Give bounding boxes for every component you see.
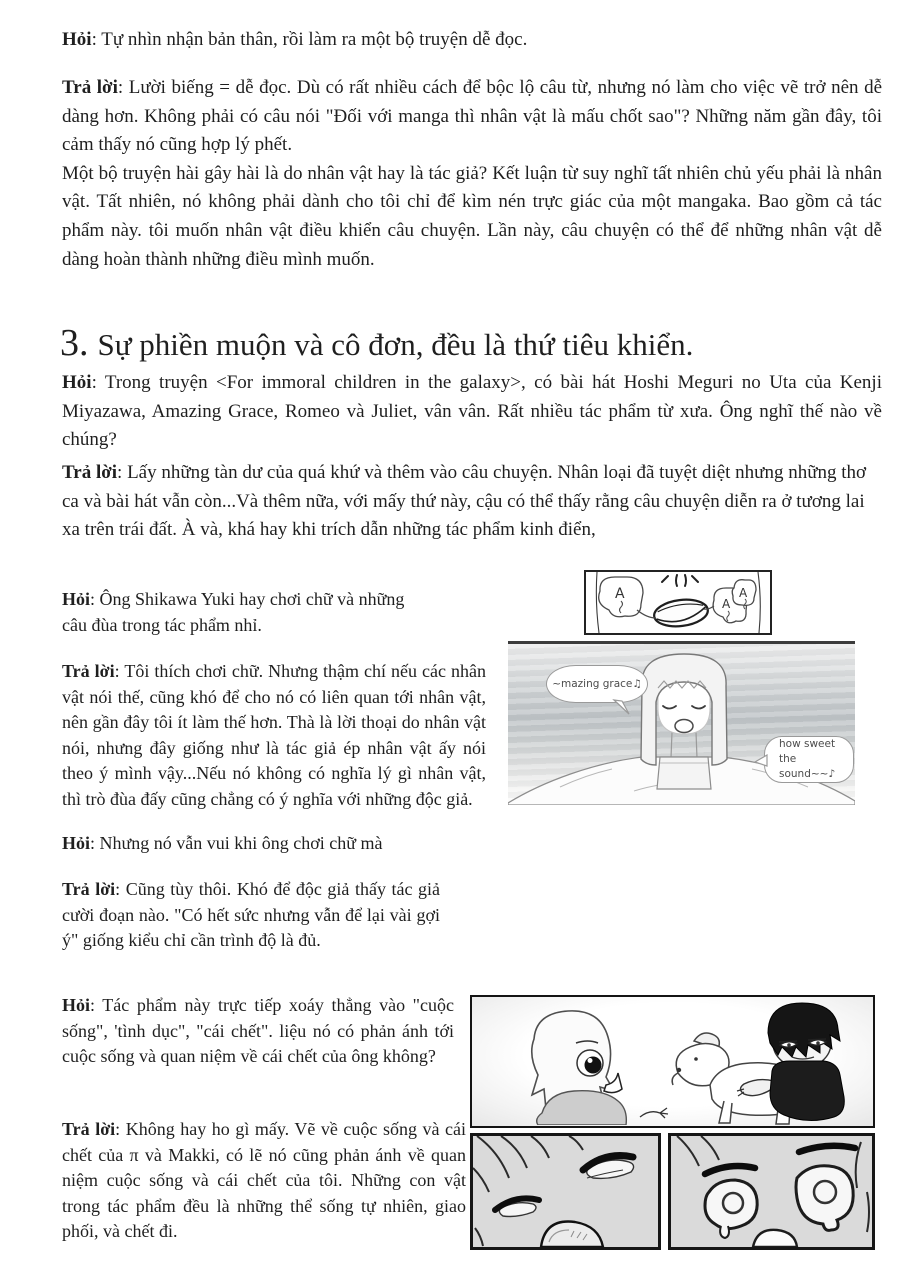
- eyebrow-left-icon: [705, 1166, 755, 1174]
- manga-panel-singing-girl: [508, 641, 855, 805]
- eyebrow-right-icon: [799, 1146, 855, 1152]
- bubble-text: ~mazing grace♫: [552, 678, 642, 690]
- answer-label: Trả lời: [62, 1119, 116, 1139]
- answer-label: Trả lời: [62, 77, 118, 98]
- answer-5-text: Không hay ho gì mấy. Vẽ về cuộc sống và cái chết của π và Makki, có lẽ nó cũng phản ánh về quan niệm cuộc sống và cái chết của tôi. Những con vật trong tác phẩm đều là những thể sống tự nhiên, giao phối, và chết đi.: [62, 1119, 466, 1241]
- question-block-4: [62, 831, 486, 857]
- question-block-1: [62, 26, 822, 55]
- label-separator: :: [114, 661, 125, 681]
- question-3-paragraph: [62, 587, 414, 638]
- vocal-a-mid: A: [722, 597, 731, 611]
- manga-panel-teary-face: [668, 1133, 875, 1250]
- question-block-5: [62, 993, 454, 1070]
- label-separator: :: [115, 879, 126, 899]
- teary-face-illustration: [671, 1136, 872, 1247]
- answer-1-paragraph-2: [62, 160, 882, 274]
- question-label: Hỏi: [62, 372, 92, 393]
- manga-panel-squint-face: [470, 1133, 661, 1250]
- speech-bubble-how-sweet: [764, 736, 854, 783]
- speech-bubble-amazing-grace: [546, 665, 648, 703]
- teary-eye-right-icon: [796, 1166, 853, 1231]
- manga-panel-vocal-closeup: [584, 570, 772, 635]
- answer-block-1: [62, 74, 882, 274]
- answer-label: Trả lời: [62, 661, 115, 681]
- answer-4-paragraph: [62, 877, 440, 954]
- question-4-text: Nhưng nó vẫn vui khi ông chơi chữ mà: [99, 833, 383, 853]
- open-mouth-icon: [541, 1222, 603, 1247]
- section-heading: [60, 321, 880, 365]
- question-3-text: Ông Shikawa Yuki hay chơi chữ và những câu đùa trong tác phẩm nhỉ.: [62, 589, 405, 635]
- label-separator: :: [91, 372, 105, 393]
- speech-bubble-a-right: [704, 580, 756, 623]
- open-mouth-icon: [653, 597, 710, 629]
- label-separator: :: [115, 1119, 126, 1139]
- answer-2-text: Lấy những tàn dư của quá khứ và thêm vào câu chuyện. Nhân loại đã tuyệt diệt nhưng những thơ ca và bài hát vẫn còn...Và thêm nữa, với mấy thứ này, cậu có thể thấy rằng câu chuyện diễn ra ở tương lai xa trên trái đất. À và, khá hay khi trích dẫn những tác phẩm kinh điển,: [62, 462, 867, 541]
- question-1-text: Tự nhìn nhận bản thân, rồi làm ra một bộ truyện dễ đọc.: [101, 29, 528, 50]
- section-number: 3.: [60, 322, 89, 365]
- open-mouth-icon: [753, 1230, 797, 1247]
- question-1-paragraph: [62, 26, 822, 55]
- girl-character: [532, 1011, 668, 1125]
- label-separator: :: [117, 77, 129, 98]
- speech-bubble-a-left: [599, 577, 656, 618]
- question-label: Hỏi: [62, 995, 91, 1015]
- question-block-2: [62, 369, 882, 455]
- answer-1-text-2: Một bộ truyện hài gây hài là do nhân vật hay là tác giả? Kết luận từ suy nghĩ tất nhiên chủ yếu phải là nhân vật. Tất nhiên, nó không phải dành cho tôi chỉ để kìm nén trực giác của một mangaka. Bao gồm cả tác phẩm này. tôi muốn nhân vật điều khiển câu chuyện. Lần này, câu chuyện có thể để những nhân vật dễ dàng hoàn thành những điều mình muốn.: [62, 162, 882, 270]
- label-separator: :: [90, 995, 103, 1015]
- label-separator: :: [117, 462, 128, 483]
- answer-label: Trả lời: [62, 462, 118, 483]
- vocal-a-right: A: [739, 586, 748, 600]
- answer-5-paragraph: [62, 1117, 466, 1245]
- answer-label: Trả lời: [62, 879, 116, 899]
- bubble-text-line1: how sweet: [779, 738, 836, 750]
- closed-eye-right-icon: [583, 1156, 634, 1179]
- question-2-text: Trong truyện <For immoral children in the galaxy>, có bài hát Hoshi Meguri no Uta của Kenji Miyazawa, Amazing Grace, Romeo và Juliet, vân vân. Rất nhiều tác phẩm từ xưa. Ông nghĩ thế nào về chúng?: [62, 372, 882, 451]
- answer-block-4: [62, 877, 440, 954]
- answer-2-paragraph: [62, 459, 874, 545]
- bubble-text-line2: the sound~~♪: [779, 753, 836, 780]
- question-block-3: [62, 587, 414, 638]
- section-title: Sự phiền muộn và cô đơn, đều là thứ tiêu khiển.: [97, 327, 694, 363]
- question-2-paragraph: [62, 369, 882, 455]
- kids-puppy-illustration: [472, 997, 872, 1125]
- answer-1-paragraph-1: [62, 74, 882, 160]
- open-mouth-icon: [675, 720, 693, 733]
- question-4-paragraph: [62, 831, 486, 857]
- vocal-a-left: A: [615, 586, 625, 602]
- question-5-text: Tác phẩm này trực tiếp xoáy thẳng vào "cuộc sống", 'tình dục", "cái chết". liệu nó có phản ánh tới cuộc sống và quan niệm về cái chết của ông không?: [62, 995, 454, 1066]
- bubble-tail-icon: [611, 699, 631, 717]
- answer-block-3: [62, 659, 486, 812]
- answer-3-text: Tôi thích chơi chữ. Nhưng thậm chí nếu các nhân vật nói thế, cũng khó để cho nó có liên quan tới nhân vật, nên gần đây tôi ít làm thế hơn. Thà là lời thoại do nhân vật nói, nhưng đây giống như là tác giả ép nhân vật ấy nói theo ý mình vậy...Nếu nó không có nghĩa lý gì nhân vật, thì trò đùa đấy cũng chẳng có ý nghĩa với những độc giả.: [62, 661, 486, 809]
- label-separator: :: [90, 833, 100, 853]
- label-separator: :: [91, 29, 102, 50]
- teary-eye-left-icon: [705, 1180, 757, 1238]
- singing-mouth-illustration: [586, 572, 770, 633]
- question-label: Hỏi: [62, 833, 91, 853]
- answer-1-text-1: Lười biếng = dễ đọc. Dù có rất nhiều cách để bộc lộ câu từ, nhưng nó làm cho việc vẽ trở nên dễ dàng hơn. Không phải có câu nói "Đối với manga thì nhân vật là mấu chốt sao"? Những năm gần đây, tôi cảm thấy nó cũng hợp lý phết.: [62, 77, 883, 156]
- question-label: Hỏi: [62, 589, 91, 609]
- squint-face-illustration: [473, 1136, 658, 1247]
- closed-eye-left-icon: [495, 1198, 539, 1216]
- manga-panel-kids-puppy: [470, 995, 875, 1128]
- bubble-tail-icon: [754, 753, 768, 769]
- answer-block-2: [62, 459, 874, 545]
- nose-icon: [662, 575, 698, 586]
- answer-3-paragraph: [62, 659, 486, 812]
- label-separator: :: [90, 589, 100, 609]
- question-label: Hỏi: [62, 29, 92, 50]
- answer-4-text: Cũng tùy thôi. Khó để độc giả thấy tác giả cười đoạn nào. "Có hết sức nhưng vẫn để lại vài gợi ý" giống kiểu chỉ cần trình độ là đủ.: [62, 879, 440, 950]
- question-5-paragraph: [62, 993, 454, 1070]
- answer-block-5: [62, 1117, 466, 1245]
